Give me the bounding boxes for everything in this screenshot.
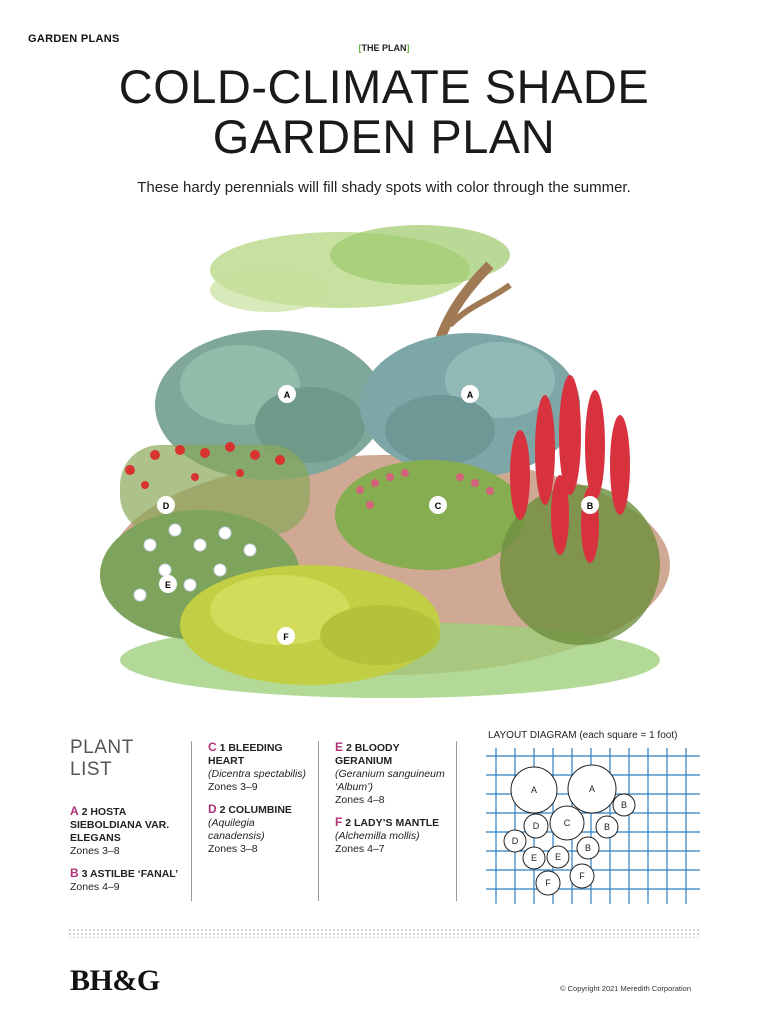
- svg-text:B: B: [603, 822, 611, 832]
- svg-text:D: D: [532, 821, 540, 831]
- subtitle: These hardy perennials will fill shady spots with color through the summer.: [137, 179, 631, 196]
- marker-a-right: [461, 385, 479, 403]
- title-line-1: COLD-CLIMATE SHADE: [118, 60, 650, 113]
- layout-circle-a-right: [568, 765, 616, 813]
- svg-text:C: C: [434, 501, 442, 511]
- svg-text:D: D: [162, 501, 170, 511]
- plant-list-column-2: [208, 741, 313, 865]
- svg-text:A: A: [588, 784, 596, 794]
- plant-list-heading: [70, 737, 134, 781]
- plant-entry-a: [70, 805, 180, 858]
- layout-circle-b-low: [577, 837, 599, 859]
- layout-circle-e-right: [547, 846, 569, 868]
- copyright-notice: © Copyright 2021 Meredith Corporation: [560, 984, 692, 993]
- svg-text:A: A: [283, 390, 291, 400]
- page-title: [0, 62, 768, 162]
- kicker-bracket-open: [: [358, 43, 362, 53]
- marker-e: [159, 575, 177, 593]
- plant-latin-name: (Geranium sanguineum ‘Album’): [335, 768, 445, 793]
- plant-name: 2 HOSTA SIEBOLDIANA VAR. ELEGANS: [70, 806, 170, 844]
- plant-zones: Zones 3–8: [70, 845, 120, 857]
- svg-text:A: A: [466, 390, 474, 400]
- column-divider-3: [456, 741, 457, 901]
- plant-letter: E: [335, 740, 344, 754]
- plant-entry-e: [335, 741, 447, 807]
- layout-diagram: [486, 748, 700, 904]
- plant-list-column-3: [335, 741, 447, 865]
- svg-text:F: F: [545, 878, 551, 888]
- svg-text:E: E: [164, 580, 172, 590]
- marker-f: [277, 627, 295, 645]
- svg-text:B: B: [584, 843, 592, 853]
- bleeding-heart-plant: [335, 460, 525, 570]
- plant-list-column-1: [70, 805, 180, 903]
- plant-zones: Zones 3–8: [208, 843, 258, 855]
- plant-list-heading-line-2: LIST: [70, 759, 113, 780]
- layout-circle-f-left: [536, 871, 560, 895]
- marker-d: [157, 496, 175, 514]
- layout-circle-c: [550, 806, 584, 840]
- ladys-mantle-plants: [180, 565, 440, 685]
- layout-circle-b-top: [613, 794, 635, 816]
- section-label: GARDEN PLANS: [28, 33, 120, 45]
- plant-zones: Zones 4–9: [70, 881, 120, 893]
- svg-text:D: D: [511, 836, 519, 846]
- marker-a-left: [278, 385, 296, 403]
- layout-circle-b-mid: [596, 816, 618, 838]
- plant-entry-c: [208, 741, 313, 794]
- svg-text:B: B: [620, 800, 628, 810]
- marker-c: [429, 496, 447, 514]
- plant-zones: Zones 4–8: [335, 794, 385, 806]
- plant-entry-d: [208, 803, 313, 856]
- svg-text:C: C: [563, 818, 571, 828]
- plant-letter: B: [70, 866, 79, 880]
- title-line-2: GARDEN PLAN: [212, 110, 556, 163]
- kicker: [0, 43, 768, 53]
- plant-zones: Zones 3–9: [208, 781, 258, 793]
- plant-letter: D: [208, 802, 217, 816]
- kicker-text: THE PLAN: [361, 43, 407, 53]
- svg-text:F: F: [283, 632, 289, 642]
- svg-text:A: A: [530, 785, 538, 795]
- plant-zones: Zones 4–7: [335, 843, 385, 855]
- plant-letter: A: [70, 804, 79, 818]
- plant-name: 2 COLUMBINE: [219, 804, 292, 816]
- garden-illustration: [90, 215, 680, 705]
- plant-list-heading-line-1: PLANT: [70, 737, 134, 758]
- dotted-divider: [68, 928, 700, 938]
- plant-name: 1 BLEEDING HEART: [208, 742, 283, 767]
- plant-name: 2 LADY’S MANTLE: [345, 817, 440, 829]
- plant-entry-f: [335, 816, 447, 856]
- layout-circle-a-left: [511, 767, 557, 813]
- plant-name: 3 ASTILBE ‘FANAL’: [81, 868, 179, 880]
- layout-circle-e-left: [523, 847, 545, 869]
- plant-letter: C: [208, 740, 217, 754]
- column-divider-1: [191, 741, 192, 901]
- bhg-logo: BH&G: [70, 964, 160, 997]
- svg-text:B: B: [586, 501, 594, 511]
- column-divider-2: [318, 741, 319, 901]
- plant-name: 2 BLOODY GERANIUM: [335, 742, 400, 767]
- layout-diagram-title: LAYOUT DIAGRAM (each square = 1 foot): [488, 730, 678, 741]
- plant-latin-name: (Dicentra spectabilis): [208, 768, 307, 780]
- marker-b: [581, 496, 599, 514]
- svg-text:F: F: [579, 871, 585, 881]
- kicker-bracket-close: ]: [406, 43, 410, 53]
- plant-latin-name: (Aquilegia canadensis): [208, 817, 265, 842]
- svg-text:E: E: [554, 852, 562, 862]
- plant-entry-b: [70, 867, 180, 894]
- svg-text:E: E: [530, 853, 538, 863]
- plant-latin-name: (Alchemilla mollis): [335, 830, 420, 842]
- layout-circle-d-low: [504, 830, 526, 852]
- plant-letter: F: [335, 815, 343, 829]
- layout-circle-f-right: [570, 864, 594, 888]
- layout-circle-d-top: [524, 814, 548, 838]
